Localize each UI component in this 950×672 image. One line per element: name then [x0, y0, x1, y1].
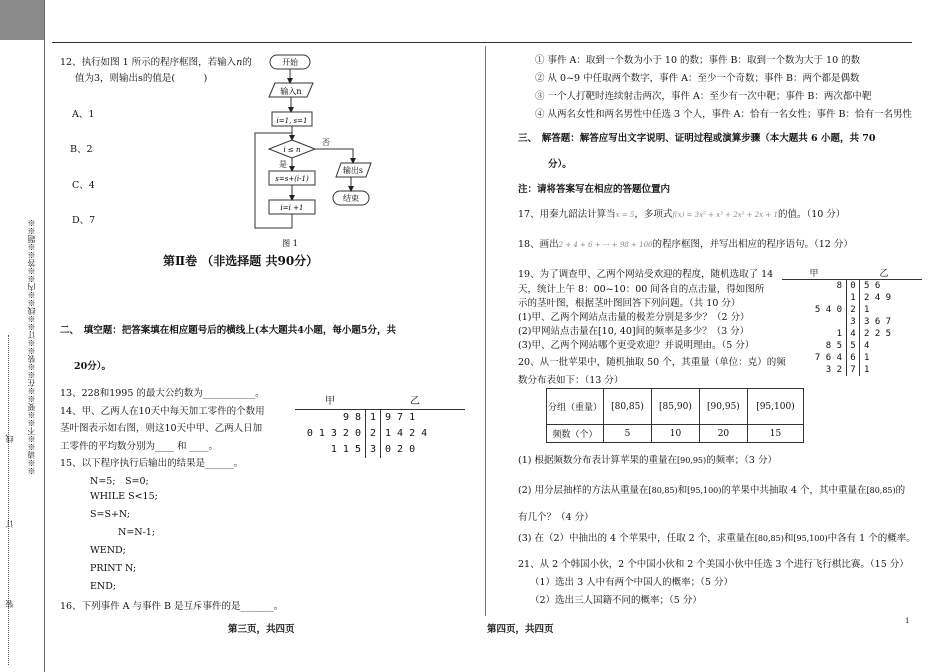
stemleaf-19-right-3: 3 6 7 — [864, 317, 892, 327]
q20-line2: 数分布表如下：（13 分） — [518, 375, 624, 386]
q13: 13、228和1995 的最大公约数为___________。 — [60, 388, 265, 399]
binding-label-order: 订 — [5, 520, 14, 528]
stemleaf-19-right-7: 1 — [864, 365, 870, 375]
q21-sub2: （2）选出三人国籍不同的概率；（5 分） — [530, 595, 702, 606]
stemleaf-19-right-0: 5 6 — [864, 281, 881, 291]
binding-dotted-line — [8, 335, 10, 665]
q19-sub3: (3)甲、乙两个网站哪个更受欢迎？并说明理由。（5 分） — [518, 340, 755, 351]
freq-count-2: 10 — [651, 425, 699, 443]
q19-line3: 示的茎叶图，根据茎叶图回答下列问题。（共 10 分） — [518, 298, 741, 309]
flow-init-label: i=1, s=1 — [276, 117, 308, 125]
stemleaf-14-left-2: 0 1 3 2 0 — [306, 428, 361, 439]
binding-warning-text: ※※请※※不※※要※※在※※装※※订※※线※※内※※答※※题※※ — [27, 219, 36, 475]
stemleaf-19-stem-0: 0 — [850, 281, 856, 291]
stemleaf-14-header-left: 甲 — [325, 396, 335, 407]
freq-header-label: 分组（重量） — [547, 389, 604, 425]
flow-assign-label: s=s+(i-1) — [275, 175, 309, 183]
stemleaf-19-header-right: 乙 — [879, 269, 889, 279]
stemleaf-19-right-1: 2 4 9 — [864, 293, 892, 303]
freq-group-1: [80,85) — [604, 389, 652, 425]
program-line-1: N=5; S=0; — [90, 476, 149, 487]
flow-output-label: 输出s — [342, 166, 364, 175]
frequency-table — [546, 388, 804, 443]
stemleaf-19-stem-5: 5 — [850, 341, 856, 351]
program-line-4: N=N-1; — [118, 527, 156, 538]
flowchart-figure-1 — [245, 50, 375, 250]
stemleaf-19-stem-1: 1 — [850, 293, 856, 303]
stemleaf-19-stem-6: 6 — [850, 353, 856, 363]
freq-group-4: [95,100) — [747, 389, 803, 425]
page-number: 1 — [905, 617, 910, 625]
right-page-footer: 第四页，共四页 — [487, 624, 554, 635]
stemleaf-14-stem-1: 1 — [369, 412, 377, 423]
q20-sub2-cont: 有几个？（4 分） — [518, 512, 594, 523]
stemleaf-19-stem-7: 7 — [850, 365, 856, 375]
stemleaf-19-header-left: 甲 — [809, 269, 819, 279]
flow-caption: 图 1 — [282, 239, 298, 248]
stemleaf-19-left-0: 8 — [836, 281, 842, 291]
q14-line3: 工零件的平均数分别为____ 和 ____。 — [60, 441, 219, 452]
stemleaf-14-left-1: 9 8 — [342, 412, 361, 423]
part2-title: 第Ⅱ卷 （非选择题 共90分） — [163, 254, 319, 268]
q19-sub1: (1)甲、乙两个网站点击量的极差分别是多少？（2 分） — [518, 312, 750, 323]
freq-count-3: 20 — [699, 425, 747, 443]
q16-option-1: ① 事件 A：取到一个数为小于 10 的数；事件 B：取到一个数为大于 10 的数 — [535, 55, 861, 66]
flow-input-label: 输入n — [280, 87, 302, 96]
stemleaf-14-left-3: 1 1 5 — [330, 444, 361, 455]
stemleaf-19-left-5: 8 5 — [825, 341, 842, 351]
stemleaf-19-left-4: 1 — [836, 329, 842, 339]
section2-heading-cont: 20分）。 — [74, 361, 111, 372]
q21-sub1: （1）选出 3 人中有两个中国人的概率；（5 分） — [530, 577, 733, 588]
q16: 16、下列事件 A 与事件 B 是互斥事件的是_______。 — [60, 601, 284, 612]
stemleaf-19 — [782, 266, 922, 376]
program-line-2: WHILE S<15; — [90, 491, 158, 502]
program-line-7: END; — [90, 581, 117, 592]
freq-group-3: [90,95) — [699, 389, 747, 425]
q14-line2: 茎叶图表示如右图，则这10天中甲、乙两人日加 — [60, 423, 263, 434]
q16-option-2: ② 从 0~9 中任取两个数字，事件 A：至少一个奇数；事件 B：两个都是偶数 — [535, 73, 860, 84]
q12-option-a: A、1 — [72, 109, 95, 120]
stemleaf-14-stem-2: 2 — [369, 428, 377, 439]
left-page-footer: 第三页，共四页 — [228, 624, 295, 635]
q12-option-d: D、7 — [72, 215, 96, 226]
stemleaf-19-stem-4: 4 — [850, 329, 856, 339]
binding-label-line: 线 — [5, 435, 14, 443]
stemleaf-19-stem-2: 2 — [850, 305, 856, 315]
q20-sub2: (2) 用分层抽样的方法从重量在[80,85)和[95,100)的苹果中共抽取 4 个，其中重量在[80,85)的 — [518, 485, 906, 496]
stemleaf-14-stem-3: 3 — [369, 444, 377, 455]
stemleaf-14-right-2: 1 4 2 4 — [385, 428, 428, 439]
flow-yes-label: 是 — [279, 160, 287, 169]
section3-note: 注：请将答案写在相应的答题位置内 — [518, 184, 671, 195]
stemleaf-19-right-6: 1 — [864, 353, 870, 363]
flow-cond-label: i ≤ n — [283, 146, 301, 154]
stemleaf-14-right-1: 9 7 1 — [385, 412, 416, 423]
stemleaf-19-left-7: 3 2 — [825, 365, 842, 375]
q21-line1: 21、从 2 个韩国小伙，2 个中国小伙和 2 个美国小伙中任选 3 个进行飞行棋比赛。（15 分） — [518, 559, 909, 570]
q19-line1: 19、为了调查甲、乙两个网站受欢迎的程度，随机选取了 14 — [518, 269, 774, 280]
stemleaf-19-stem-3: 3 — [850, 317, 856, 327]
binding-strip-border — [44, 0, 45, 672]
section3-heading-cont: 分）。 — [548, 159, 572, 170]
stemleaf-19-right-5: 4 — [864, 341, 870, 351]
stemleaf-14 — [295, 392, 465, 458]
q18: 18、画出2 + 4 + 6 + ··· + 98 + 100的程序框图，并写出相应的程序语句。（12 分） — [518, 239, 853, 250]
q12-line1: 12、执行如图 1 所示的程序框图，若输入n的 — [60, 57, 252, 68]
stemleaf-19-left-1 — [782, 292, 842, 304]
section3-heading: 三、 解答题：解答应写出文字说明、证明过程或演算步骤（本大题共 6 小题，共 70 — [518, 133, 876, 144]
program-line-5: WEND; — [90, 545, 126, 556]
column-divider — [485, 46, 486, 616]
q16-option-4: ④ 从两名女性和两名男性中任选 3 个人，事件 A：恰有一名女性；事件 B：恰有一名男性 — [535, 109, 912, 120]
q20-sub3: (3) 在（2）中抽出的 4 个苹果中，任取 2 个，求重量在[80,85)和[95,100)中各有 1 个的概率。 — [518, 533, 916, 544]
flow-no-label: 否 — [322, 138, 330, 147]
section2-heading: 二、 填空题：把答案填在相应题号后的横线上(本大题共4小题，每小题5分，共 — [60, 325, 396, 336]
flow-end-label: 结束 — [343, 194, 359, 203]
q19-sub2: (2)甲网站点击量在[10, 40]间的频率是多少？（3 分） — [518, 326, 750, 337]
q12-option-b: B、2 — [70, 144, 93, 155]
stemleaf-14-right-3: 0 2 0 — [385, 444, 416, 455]
flow-incr-label: i=i +1 — [280, 204, 304, 212]
freq-group-2: [85,90) — [651, 389, 699, 425]
q17: 17、用秦九韶法计算当x = 5，多项式f(x) = 3x⁵ + x³ + 2x² + 2x + 1的值。（10 分） — [518, 209, 846, 220]
program-line-6: PRINT N; — [90, 563, 137, 574]
stemleaf-19-right-2: 1 — [864, 305, 870, 315]
freq-count-label: 频数（个） — [547, 425, 604, 443]
q14-line1: 14、甲、乙两人在10天中每天加工零件的个数用 — [60, 406, 265, 417]
binding-label-bind: 装 — [5, 600, 14, 608]
q16-option-3: ③ 一个人打靶时连续射击两次，事件 A：至少有一次中靶；事件 B：两次都中靶 — [535, 91, 872, 102]
page-top-rule — [52, 42, 912, 43]
flow-start-label: 开始 — [282, 58, 298, 67]
q19-line2: 天，统计上午 8：00~10：00 间各自的点击量，得如图所 — [518, 284, 765, 295]
stemleaf-14-header-right: 乙 — [410, 396, 420, 407]
q12-line2: 值为3，则输出s的值是( ) — [75, 73, 208, 84]
q20-line1: 20、从一批苹果中，随机抽取 50 个，其重量（单位：克）的频 — [518, 357, 786, 368]
binding-strip-header — [0, 0, 44, 40]
q15: 15、以下程序执行后输出的结果是______。 — [60, 458, 244, 469]
freq-count-1: 5 — [604, 425, 652, 443]
freq-count-4: 15 — [747, 425, 803, 443]
q12-option-c: C、4 — [72, 180, 95, 191]
program-line-3: S=S+N; — [90, 509, 131, 520]
stemleaf-19-right-4: 2 2 5 — [864, 329, 892, 339]
stemleaf-19-left-6: 7 6 4 — [814, 353, 842, 363]
stemleaf-19-left-2: 5 4 0 — [814, 305, 842, 315]
q20-sub1: (1) 根据频数分布表计算苹果的重量在[90,95)的频率；（3 分） — [518, 455, 777, 466]
stemleaf-19-left-3 — [782, 316, 842, 328]
